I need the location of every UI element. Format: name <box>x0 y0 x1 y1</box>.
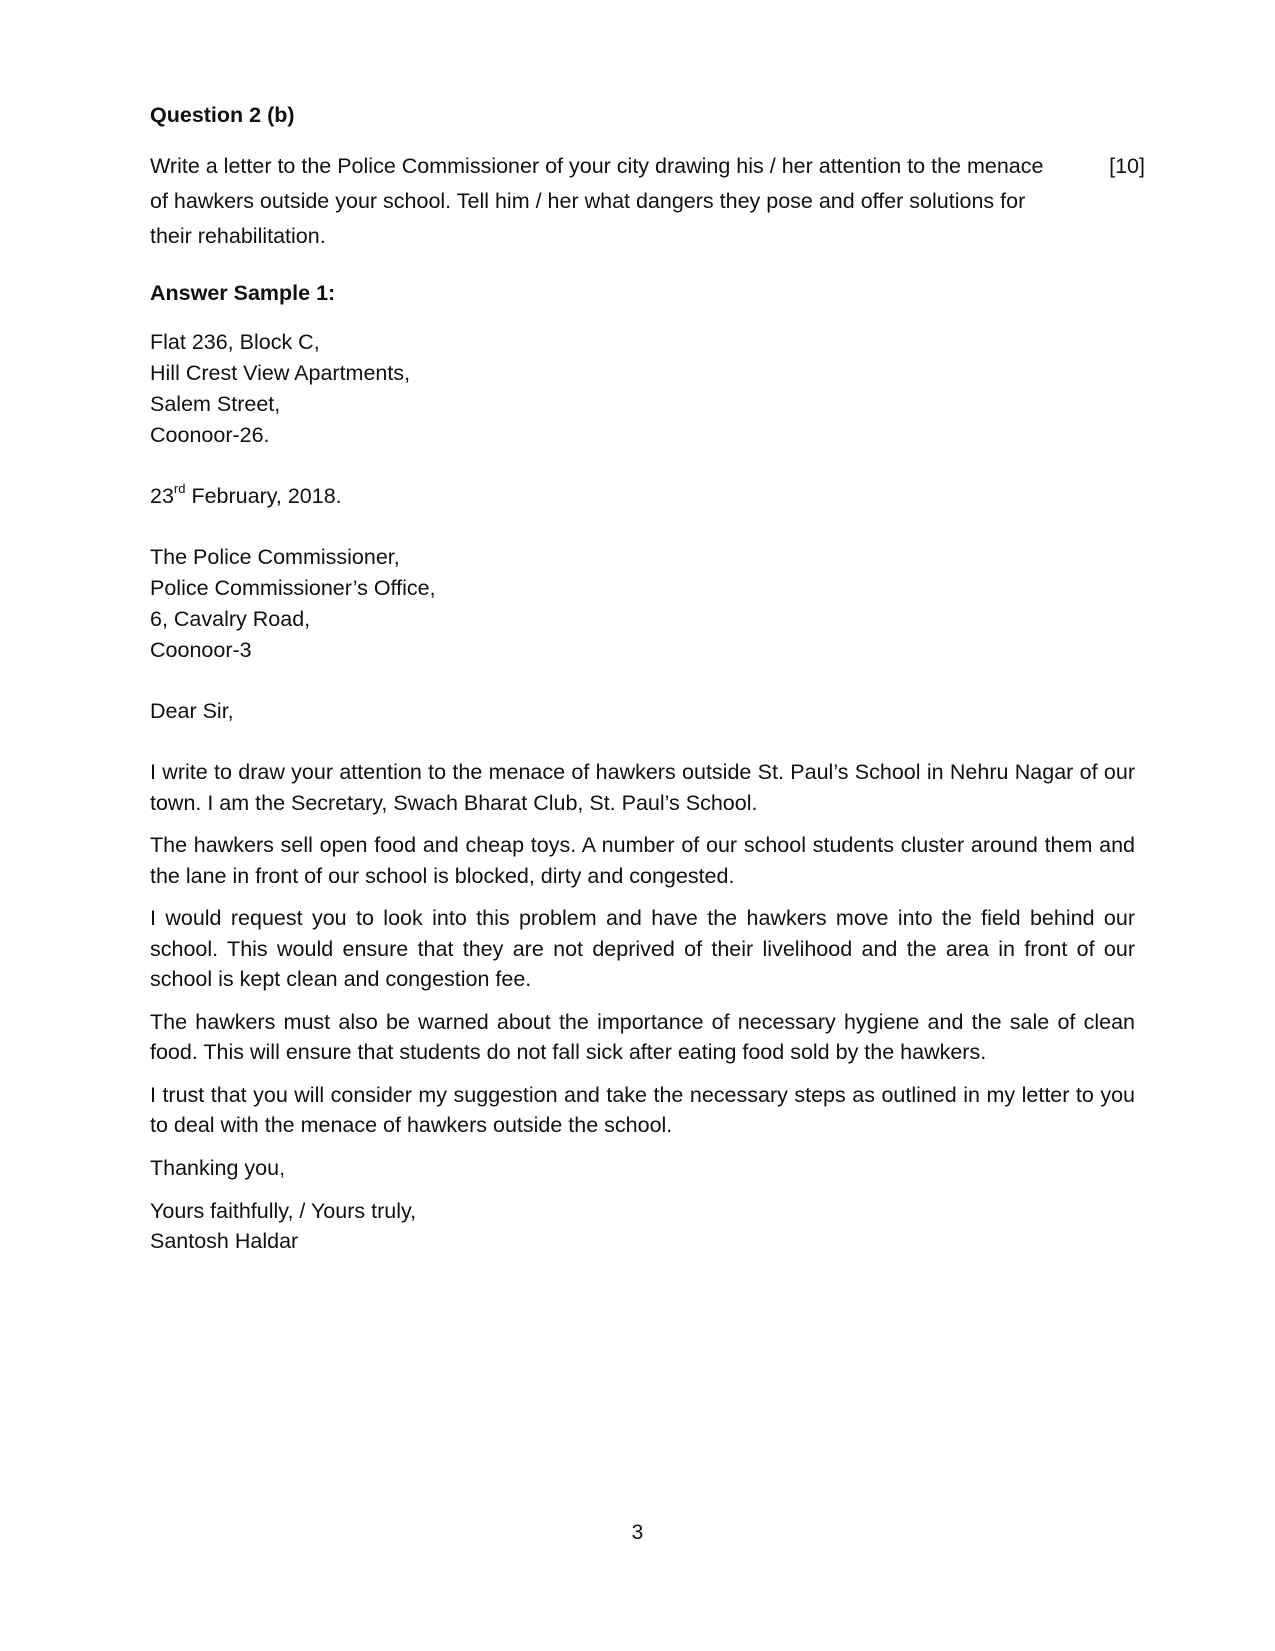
sender-address-line: Coonoor-26. <box>150 423 270 447</box>
body-paragraph: I write to draw your attention to the menace of hawkers outside St. Paul’s School in Nehru Nagar of our town. I am the Secretary, Swach Bharat Club, St. Paul’s School. <box>150 760 1135 815</box>
question-heading: Question 2 (b) <box>150 103 295 127</box>
page-number: 3 <box>631 1521 644 1544</box>
body-paragraph: The hawkers must also be warned about the importance of necessary hygiene and the sale of clean food. This will ensure that students do not fall sick after eating food sold by the hawkers. <box>150 1009 1135 1064</box>
date-rest: February, 2018. <box>185 484 342 508</box>
question-row <box>150 149 1145 254</box>
sender-address-line: Flat 236, Block C, <box>150 330 320 354</box>
recipient-address-line: The Police Commissioner, <box>150 545 400 569</box>
question-marks: [10] <box>1109 154 1145 178</box>
date-day: 23 <box>150 484 174 508</box>
sender-address-line: Salem Street, <box>150 392 281 416</box>
body-paragraph: I trust that you will consider my suggestion and take the necessary steps as outlined in my letter to you to deal with the menace of hawkers outside the school. <box>150 1082 1135 1137</box>
signoff-line: Yours faithfully, / Yours truly, <box>150 1198 417 1223</box>
closing-line: Thanking you, <box>150 1155 286 1180</box>
answer-heading: Answer Sample 1: <box>150 281 336 305</box>
sender-address-line: Hill Crest View Apartments, <box>150 361 411 385</box>
recipient-address-line: Police Commissioner’s Office, <box>150 576 436 600</box>
body-paragraph: The hawkers sell open food and cheap toys. A number of our school students cluster around them and the lane in front of our school is blocked, dirty and congested. <box>150 833 1135 888</box>
date-suffix: rd <box>173 480 186 496</box>
recipient-address-line: Coonoor-3 <box>150 638 252 662</box>
recipient-address-line: 6, Cavalry Road, <box>150 607 311 631</box>
signoff-block <box>150 1196 1135 1257</box>
sender-address <box>150 327 1135 451</box>
recipient-address <box>150 542 1135 666</box>
salutation: Dear Sir, <box>150 699 234 723</box>
signature-name: Santosh Haldar <box>150 1229 299 1253</box>
page-content <box>150 100 1145 1257</box>
body-paragraph: I would request you to look into this problem and have the hawkers move into the field behind our school. This would ensure that they are not deprived of their livelihood and the area in front of our school is kept clean and congestion fee. <box>150 906 1135 991</box>
letter-date <box>150 481 1135 512</box>
question-text: Write a letter to the Police Commissioner of your city drawing his / her attention to the menace of hawkers outside your school. Tell him / her what dangers they pose and offer solutions for their rehabilitation. <box>150 154 1044 248</box>
